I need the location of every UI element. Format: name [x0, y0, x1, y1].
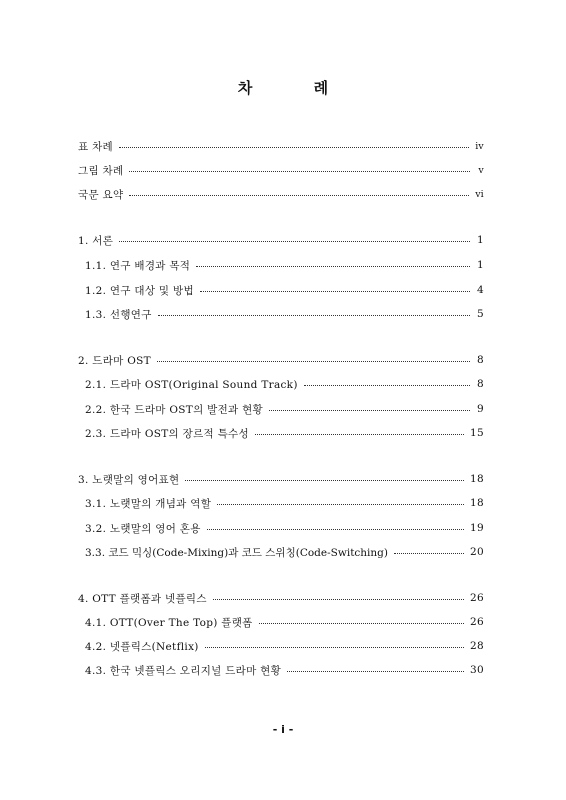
- toc-entry-label: 2.3. 드라마 OST의 장르적 특수성: [85, 427, 249, 440]
- page-title: 차 례: [237, 79, 357, 97]
- toc-entry-label: 3. 노랫말의 영어표현: [78, 473, 180, 486]
- dot-leader: [213, 599, 464, 600]
- toc-entry-page: 8: [477, 378, 484, 390]
- toc-entry-label: 3.2. 노랫말의 영어 혼용: [85, 522, 201, 535]
- toc-entry-page: 20: [470, 546, 484, 558]
- dot-leader: [196, 266, 470, 267]
- toc-entry-page: 9: [477, 403, 484, 415]
- toc-entry-label: 1.3. 선행연구: [85, 308, 152, 321]
- toc-entry-label: 1. 서론: [78, 234, 114, 247]
- toc-entry-label: 3.3. 코드 믹싱(Code-Mixing)과 코드 스위칭(Code-Switching): [85, 546, 388, 559]
- toc-entry-page: 30: [470, 664, 484, 676]
- page-number-footer: - i -: [272, 723, 294, 736]
- toc-entry[interactable]: [85, 257, 484, 273]
- dot-leader: [207, 529, 464, 530]
- toc-entry[interactable]: [78, 590, 484, 606]
- dot-leader: [185, 480, 464, 481]
- dot-leader: [158, 315, 470, 316]
- toc-entry-page: 26: [470, 616, 484, 628]
- toc-entry-page: 4: [477, 284, 484, 296]
- dot-leader: [287, 671, 464, 672]
- toc-entry[interactable]: [85, 520, 484, 536]
- toc-entry[interactable]: [78, 186, 484, 202]
- toc-entry-label: 2. 드라마 OST: [78, 354, 151, 367]
- toc-entry[interactable]: [85, 306, 484, 322]
- toc-entry[interactable]: [85, 495, 484, 511]
- toc-entry[interactable]: [85, 662, 484, 678]
- toc-entry-page: ⅴ: [478, 164, 484, 176]
- toc-entry-page: ⅵ: [475, 188, 484, 200]
- toc-entry-label: 4. OTT 플랫폼과 넷플릭스: [78, 592, 207, 605]
- toc-entry-label: 3.1. 노랫말의 개념과 역할: [85, 497, 212, 510]
- toc-entry-page: 15: [470, 427, 484, 439]
- toc-entry-page: 1: [477, 234, 484, 246]
- toc-entry-page: 18: [470, 497, 484, 509]
- toc-entry-label: 표 차례: [78, 140, 113, 153]
- toc-entry-label: 2.2. 한국 드라마 OST의 발전과 현황: [85, 403, 264, 416]
- toc-entry[interactable]: [85, 614, 484, 630]
- dot-leader: [119, 147, 469, 148]
- toc-entry[interactable]: [78, 138, 484, 154]
- dot-leader: [129, 171, 470, 172]
- toc-entry-page: 28: [470, 640, 484, 652]
- toc-entry-page: 19: [470, 522, 484, 534]
- dot-leader: [119, 241, 470, 242]
- toc-entry-label: 1.2. 연구 대상 및 방법: [85, 284, 194, 297]
- toc-entry-label: 1.1. 연구 배경과 목적: [85, 259, 191, 272]
- toc-entry-label: 국문 요약: [78, 188, 124, 201]
- toc-entry-label: 그림 차례: [78, 164, 124, 177]
- toc-entry[interactable]: [85, 425, 484, 441]
- dot-leader: [217, 504, 464, 505]
- toc-entry-page: 8: [477, 354, 484, 366]
- toc-entry[interactable]: [85, 638, 484, 654]
- toc-entry[interactable]: [85, 282, 484, 298]
- toc-entry-page: 5: [477, 308, 484, 320]
- toc-entry-label: 4.3. 한국 넷플릭스 오리지널 드라마 현황: [85, 664, 282, 677]
- dot-leader: [157, 361, 470, 362]
- toc-entry[interactable]: [85, 401, 484, 417]
- toc-entry[interactable]: [85, 376, 484, 392]
- dot-leader: [269, 410, 470, 411]
- dot-leader: [304, 385, 470, 386]
- toc-entry-label: 4.1. OTT(Over The Top) 플랫폼: [85, 616, 253, 629]
- dot-leader: [394, 553, 464, 554]
- toc-entry[interactable]: [78, 162, 484, 178]
- toc-entry-page: 1: [477, 259, 484, 271]
- toc-entry-page: 18: [470, 473, 484, 485]
- dot-leader: [259, 623, 464, 624]
- toc-entry-label: 4.2. 넷플릭스(Netflix): [85, 640, 199, 653]
- toc-entry[interactable]: [85, 544, 484, 560]
- dot-leader: [200, 291, 470, 292]
- dot-leader: [205, 647, 464, 648]
- toc-entry[interactable]: [78, 471, 484, 487]
- toc-entry[interactable]: [78, 232, 484, 248]
- dot-leader: [255, 434, 464, 435]
- toc-entry-page: ⅳ: [475, 140, 484, 152]
- toc-entry-label: 2.1. 드라마 OST(Original Sound Track): [85, 378, 298, 391]
- dot-leader: [129, 195, 469, 196]
- toc-entry-page: 26: [470, 592, 484, 604]
- toc-entry[interactable]: [78, 352, 484, 368]
